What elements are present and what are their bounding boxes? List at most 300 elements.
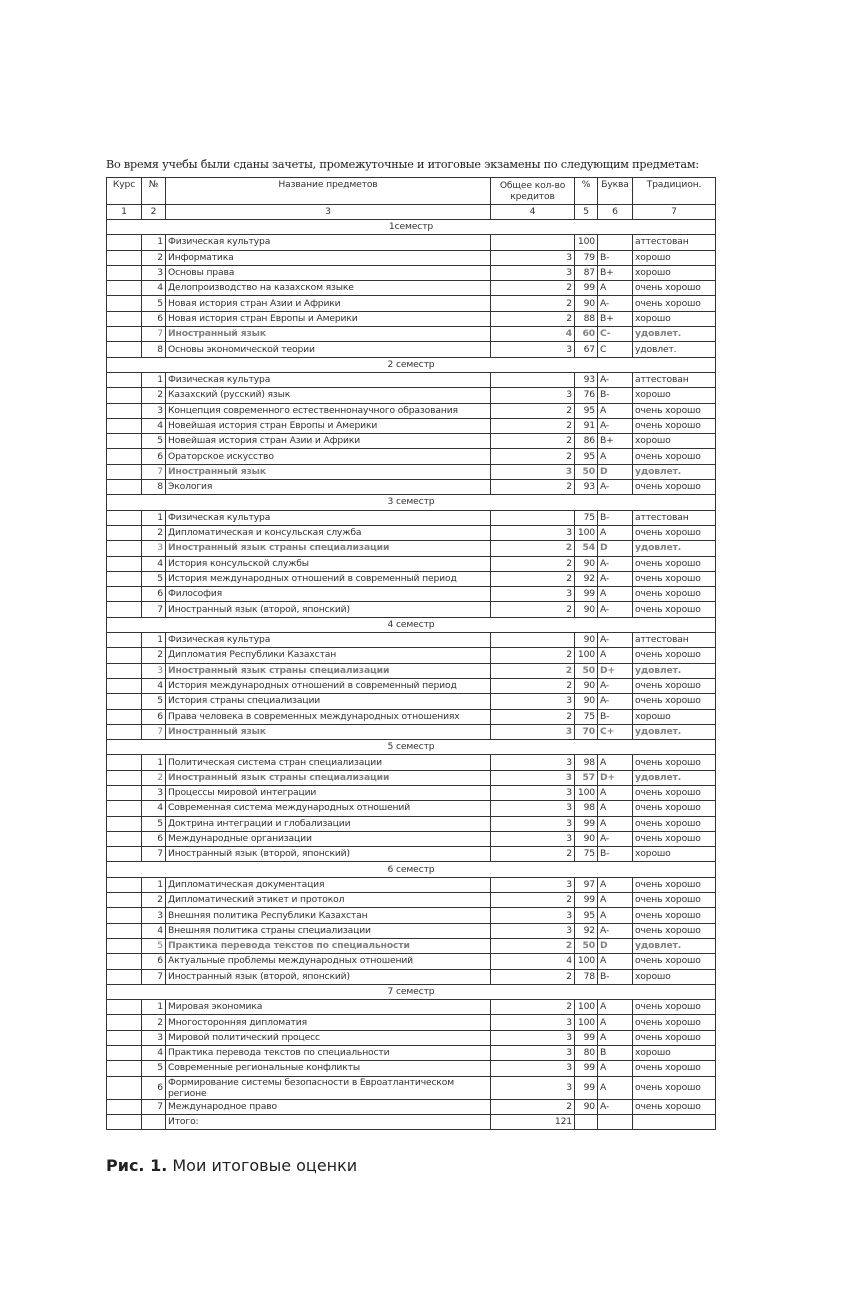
percent: 79 <box>575 250 598 265</box>
caption-text: Мои итоговые оценки <box>167 1156 358 1175</box>
letter-grade: D <box>598 464 633 479</box>
table-row <box>107 1015 716 1030</box>
credits: 3 <box>491 877 575 892</box>
subject-name: Дипломатический этикет и протокол <box>166 893 491 908</box>
credits: 3 <box>491 816 575 831</box>
percent: 86 <box>575 434 598 449</box>
traditional-grade: очень хорошо <box>633 908 716 923</box>
table-row <box>107 602 716 617</box>
traditional-grade: очень хорошо <box>633 296 716 311</box>
traditional-grade: очень хорошо <box>633 648 716 663</box>
percent: 95 <box>575 908 598 923</box>
traditional-grade: очень хорошо <box>633 923 716 938</box>
row-number: 1 <box>142 372 166 387</box>
credits: 2 <box>491 449 575 464</box>
letter-grade: A- <box>598 556 633 571</box>
table-row <box>107 816 716 831</box>
letter-grade: A- <box>598 418 633 433</box>
percent: 60 <box>575 327 598 342</box>
subject-name: Новейшая история стран Азии и Африки <box>166 434 491 449</box>
table-row <box>107 847 716 862</box>
course-cell <box>107 816 142 831</box>
letter-grade: C <box>598 342 633 357</box>
row-number: 7 <box>142 327 166 342</box>
letter-grade: B- <box>598 969 633 984</box>
traditional-grade: удовлет. <box>633 464 716 479</box>
percent: 57 <box>575 770 598 785</box>
traditional-grade: хорошо <box>633 434 716 449</box>
letter-grade: A <box>598 954 633 969</box>
course-cell <box>107 678 142 693</box>
subject-name: Иностранный язык <box>166 464 491 479</box>
row-number: 5 <box>142 1061 166 1076</box>
percent: 54 <box>575 541 598 556</box>
traditional-grade: удовлет. <box>633 327 716 342</box>
percent: 93 <box>575 372 598 387</box>
table-row <box>107 388 716 403</box>
column-number: 1 <box>107 205 142 220</box>
course-cell <box>107 281 142 296</box>
row-number: 4 <box>142 1046 166 1061</box>
percent: 98 <box>575 755 598 770</box>
table-row <box>107 434 716 449</box>
subject-name: Иностранный язык <box>166 327 491 342</box>
column-number-row <box>107 205 716 220</box>
subject-name: Доктрина интеграции и глобализации <box>166 816 491 831</box>
row-number: 3 <box>142 908 166 923</box>
letter-grade: A <box>598 1061 633 1076</box>
course-cell <box>107 235 142 250</box>
traditional-grade: очень хорошо <box>633 571 716 586</box>
letter-grade: A- <box>598 633 633 648</box>
subject-name: Новейшая история стран Европы и Америки <box>166 418 491 433</box>
table-row <box>107 480 716 495</box>
percent: 50 <box>575 464 598 479</box>
credits: 2 <box>491 663 575 678</box>
percent: 75 <box>575 709 598 724</box>
credits: 2 <box>491 602 575 617</box>
credits: 3 <box>491 525 575 540</box>
table-row <box>107 342 716 357</box>
row-number: 4 <box>142 923 166 938</box>
table-row <box>107 587 716 602</box>
subject-name: Права человека в современных международных отношениях <box>166 709 491 724</box>
letter-grade: A <box>598 587 633 602</box>
traditional-grade: очень хорошо <box>633 831 716 846</box>
table-row <box>107 327 716 342</box>
credits: 2 <box>491 480 575 495</box>
header-course: Курс <box>107 178 142 205</box>
letter-grade: A- <box>598 831 633 846</box>
percent: 99 <box>575 1061 598 1076</box>
credits: 3 <box>491 1076 575 1099</box>
subject-name: Иностранный язык страны специализации <box>166 663 491 678</box>
row-number: 8 <box>142 342 166 357</box>
table-row <box>107 678 716 693</box>
row-number: 7 <box>142 1099 166 1114</box>
header-credits: Общее кол-во кредитов <box>491 178 575 205</box>
header-letter: Буква <box>598 178 633 205</box>
table-row <box>107 801 716 816</box>
subject-name: История международных отношений в современный период <box>166 678 491 693</box>
letter-grade: C+ <box>598 724 633 739</box>
subject-name: Философия <box>166 587 491 602</box>
traditional-grade: очень хорошо <box>633 587 716 602</box>
letter-grade <box>598 1114 633 1129</box>
table-row <box>107 510 716 525</box>
course-cell <box>107 1000 142 1015</box>
credits: 3 <box>491 831 575 846</box>
letter-grade: A- <box>598 678 633 693</box>
subject-name: Внешняя политика Республики Казахстан <box>166 908 491 923</box>
percent: 100 <box>575 954 598 969</box>
credits: 3 <box>491 1030 575 1045</box>
semester-row <box>107 617 716 632</box>
figure-caption <box>106 1156 357 1175</box>
letter-grade: B- <box>598 847 633 862</box>
table-row <box>107 923 716 938</box>
row-number: 5 <box>142 296 166 311</box>
letter-grade <box>598 235 633 250</box>
letter-grade: A- <box>598 1099 633 1114</box>
row-number: 6 <box>142 449 166 464</box>
course-cell <box>107 1030 142 1045</box>
letter-grade: A <box>598 893 633 908</box>
course-cell <box>107 403 142 418</box>
row-number: 1 <box>142 1000 166 1015</box>
traditional-grade: очень хорошо <box>633 1030 716 1045</box>
traditional-grade: хорошо <box>633 311 716 326</box>
letter-grade: A <box>598 816 633 831</box>
row-number: 2 <box>142 250 166 265</box>
traditional-grade: удовлет. <box>633 342 716 357</box>
course-cell <box>107 1099 142 1114</box>
traditional-grade: очень хорошо <box>633 678 716 693</box>
subject-name: Физическая культура <box>166 510 491 525</box>
traditional-grade: очень хорошо <box>633 893 716 908</box>
credits: 2 <box>491 938 575 953</box>
table-row <box>107 724 716 739</box>
course-cell <box>107 311 142 326</box>
letter-grade: A- <box>598 480 633 495</box>
traditional-grade: очень хорошо <box>633 556 716 571</box>
credits: 3 <box>491 724 575 739</box>
traditional-grade: хорошо <box>633 388 716 403</box>
subject-name: Физическая культура <box>166 235 491 250</box>
table-row <box>107 831 716 846</box>
table-row <box>107 525 716 540</box>
percent: 95 <box>575 403 598 418</box>
course-cell <box>107 296 142 311</box>
row-number: 3 <box>142 403 166 418</box>
traditional-grade: очень хорошо <box>633 801 716 816</box>
credits <box>491 633 575 648</box>
traditional-grade: очень хорошо <box>633 1061 716 1076</box>
traditional-grade: очень хорошо <box>633 480 716 495</box>
row-number: 1 <box>142 510 166 525</box>
course-cell <box>107 464 142 479</box>
letter-grade: B+ <box>598 311 633 326</box>
column-number: 5 <box>575 205 598 220</box>
credits: 3 <box>491 265 575 280</box>
subject-name: Формирование системы безопасности в Евроатлантическом регионе <box>166 1076 491 1099</box>
traditional-grade: очень хорошо <box>633 418 716 433</box>
subject-name: Дипломатическая и консульская служба <box>166 525 491 540</box>
course-cell <box>107 709 142 724</box>
traditional-grade: аттестован <box>633 510 716 525</box>
course-cell <box>107 510 142 525</box>
semester-label: 7 семестр <box>107 984 716 999</box>
column-number: 7 <box>633 205 716 220</box>
table-row <box>107 281 716 296</box>
row-number: 7 <box>142 464 166 479</box>
subject-name: Актуальные проблемы международных отношений <box>166 954 491 969</box>
table-row <box>107 1000 716 1015</box>
percent: 99 <box>575 816 598 831</box>
row-number: 3 <box>142 265 166 280</box>
credits: 3 <box>491 388 575 403</box>
credits: 2 <box>491 281 575 296</box>
course-cell <box>107 587 142 602</box>
row-number: 3 <box>142 663 166 678</box>
table-row <box>107 938 716 953</box>
percent: 67 <box>575 342 598 357</box>
subject-name: Политическая система стран специализации <box>166 755 491 770</box>
table-row <box>107 556 716 571</box>
row-number: 4 <box>142 418 166 433</box>
row-number: 4 <box>142 801 166 816</box>
subject-name: Внешняя политика страны специализации <box>166 923 491 938</box>
course-cell <box>107 969 142 984</box>
subject-name: Делопроизводство на казахском языке <box>166 281 491 296</box>
table-row <box>107 449 716 464</box>
course-cell <box>107 434 142 449</box>
row-number: 1 <box>142 235 166 250</box>
row-number: 1 <box>142 755 166 770</box>
letter-grade: B- <box>598 510 633 525</box>
subject-name: Международные организации <box>166 831 491 846</box>
row-number <box>142 1114 166 1129</box>
row-number: 6 <box>142 1076 166 1099</box>
credits: 3 <box>491 694 575 709</box>
letter-grade: A <box>598 908 633 923</box>
subject-name: Физическая культура <box>166 633 491 648</box>
row-number: 6 <box>142 709 166 724</box>
traditional-grade: очень хорошо <box>633 281 716 296</box>
row-number: 4 <box>142 678 166 693</box>
course-cell <box>107 525 142 540</box>
course-cell <box>107 556 142 571</box>
letter-grade: A <box>598 755 633 770</box>
credits: 2 <box>491 1099 575 1114</box>
credits: 3 <box>491 1015 575 1030</box>
letter-grade: B <box>598 1046 633 1061</box>
credits: 3 <box>491 923 575 938</box>
percent: 98 <box>575 801 598 816</box>
course-cell <box>107 372 142 387</box>
table-row <box>107 571 716 586</box>
course-cell <box>107 571 142 586</box>
column-number: 2 <box>142 205 166 220</box>
table-row <box>107 663 716 678</box>
row-number: 7 <box>142 847 166 862</box>
column-number: 3 <box>166 205 491 220</box>
table-row <box>107 403 716 418</box>
course-cell <box>107 755 142 770</box>
letter-grade: A <box>598 648 633 663</box>
traditional-grade: удовлет. <box>633 724 716 739</box>
course-cell <box>107 1114 142 1129</box>
percent: 90 <box>575 633 598 648</box>
subject-name: Основы экономической теории <box>166 342 491 357</box>
table-row <box>107 770 716 785</box>
credits: 4 <box>491 954 575 969</box>
semester-label: 2 семестр <box>107 357 716 372</box>
semester-row <box>107 984 716 999</box>
table-row <box>107 1099 716 1114</box>
traditional-grade: хорошо <box>633 709 716 724</box>
subject-name: Дипломатия Республики Казахстан <box>166 648 491 663</box>
semester-label: 1семестр <box>107 220 716 235</box>
course-cell <box>107 1076 142 1099</box>
course-cell <box>107 342 142 357</box>
course-cell <box>107 250 142 265</box>
row-number: 1 <box>142 633 166 648</box>
subject-name: Новая история стран Азии и Африки <box>166 296 491 311</box>
credits <box>491 235 575 250</box>
percent <box>575 1114 598 1129</box>
row-number: 7 <box>142 969 166 984</box>
course-cell <box>107 633 142 648</box>
credits: 3 <box>491 755 575 770</box>
grades-table <box>106 177 716 1130</box>
traditional-grade: очень хорошо <box>633 1076 716 1099</box>
row-number: 1 <box>142 877 166 892</box>
credits: 2 <box>491 403 575 418</box>
total-credits: 121 <box>491 1114 575 1129</box>
subject-name: Физическая культура <box>166 372 491 387</box>
traditional-grade: удовлет. <box>633 541 716 556</box>
semester-label: 3 семестр <box>107 495 716 510</box>
traditional-grade: очень хорошо <box>633 449 716 464</box>
course-cell <box>107 923 142 938</box>
credits: 3 <box>491 785 575 800</box>
subject-name: Процессы мировой интеграции <box>166 785 491 800</box>
letter-grade: A <box>598 801 633 816</box>
letter-grade: A- <box>598 694 633 709</box>
percent: 87 <box>575 265 598 280</box>
letter-grade: B- <box>598 388 633 403</box>
percent: 90 <box>575 694 598 709</box>
course-cell <box>107 480 142 495</box>
percent: 78 <box>575 969 598 984</box>
header-row <box>107 178 716 205</box>
percent: 50 <box>575 663 598 678</box>
table-row <box>107 296 716 311</box>
traditional-grade: удовлет. <box>633 770 716 785</box>
letter-grade: A <box>598 1030 633 1045</box>
traditional-grade <box>633 1114 716 1129</box>
caption-prefix: Рис. 1. <box>106 1156 168 1175</box>
traditional-grade: хорошо <box>633 250 716 265</box>
subject-name: Иностранный язык страны специализации <box>166 770 491 785</box>
table-row <box>107 541 716 556</box>
table-row <box>107 633 716 648</box>
header-number: № <box>142 178 166 205</box>
semester-row <box>107 740 716 755</box>
row-number: 6 <box>142 311 166 326</box>
course-cell <box>107 938 142 953</box>
semester-row <box>107 357 716 372</box>
percent: 80 <box>575 1046 598 1061</box>
letter-grade: D <box>598 541 633 556</box>
course-cell <box>107 1015 142 1030</box>
percent: 100 <box>575 525 598 540</box>
letter-grade: A <box>598 281 633 296</box>
subject-name: Современные региональные конфликты <box>166 1061 491 1076</box>
traditional-grade: очень хорошо <box>633 403 716 418</box>
course-cell <box>107 541 142 556</box>
credits: 3 <box>491 250 575 265</box>
row-number: 4 <box>142 556 166 571</box>
subject-name: Основы права <box>166 265 491 280</box>
subject-name: Иностранный язык (второй, японский) <box>166 969 491 984</box>
traditional-grade: аттестован <box>633 235 716 250</box>
subject-name: Мировая экономика <box>166 1000 491 1015</box>
percent: 97 <box>575 877 598 892</box>
credits <box>491 372 575 387</box>
table-row <box>107 755 716 770</box>
subject-name: Практика перевода текстов по специальности <box>166 1046 491 1061</box>
traditional-grade: удовлет. <box>633 663 716 678</box>
credits: 2 <box>491 709 575 724</box>
row-number: 3 <box>142 785 166 800</box>
subject-name: Мировой политический процесс <box>166 1030 491 1045</box>
course-cell <box>107 770 142 785</box>
subject-name: Дипломатическая документация <box>166 877 491 892</box>
course-cell <box>107 265 142 280</box>
traditional-grade: аттестован <box>633 633 716 648</box>
letter-grade: A <box>598 1000 633 1015</box>
subject-name: Ораторское искусство <box>166 449 491 464</box>
table-row <box>107 250 716 265</box>
credits: 3 <box>491 770 575 785</box>
letter-grade: A <box>598 403 633 418</box>
credits: 2 <box>491 969 575 984</box>
percent: 99 <box>575 1076 598 1099</box>
row-number: 6 <box>142 831 166 846</box>
letter-grade: D+ <box>598 770 633 785</box>
letter-grade: B- <box>598 250 633 265</box>
course-cell <box>107 449 142 464</box>
table-row <box>107 694 716 709</box>
subject-name: Иностранный язык (второй, японский) <box>166 602 491 617</box>
traditional-grade: очень хорошо <box>633 877 716 892</box>
row-number: 3 <box>142 1030 166 1045</box>
row-number: 2 <box>142 648 166 663</box>
table-row <box>107 1076 716 1099</box>
traditional-grade: очень хорошо <box>633 785 716 800</box>
course-cell <box>107 327 142 342</box>
table-row <box>107 418 716 433</box>
traditional-grade: очень хорошо <box>633 755 716 770</box>
percent: 90 <box>575 1099 598 1114</box>
credits: 3 <box>491 801 575 816</box>
course-cell <box>107 663 142 678</box>
percent: 93 <box>575 480 598 495</box>
traditional-grade: очень хорошо <box>633 525 716 540</box>
credits: 3 <box>491 908 575 923</box>
